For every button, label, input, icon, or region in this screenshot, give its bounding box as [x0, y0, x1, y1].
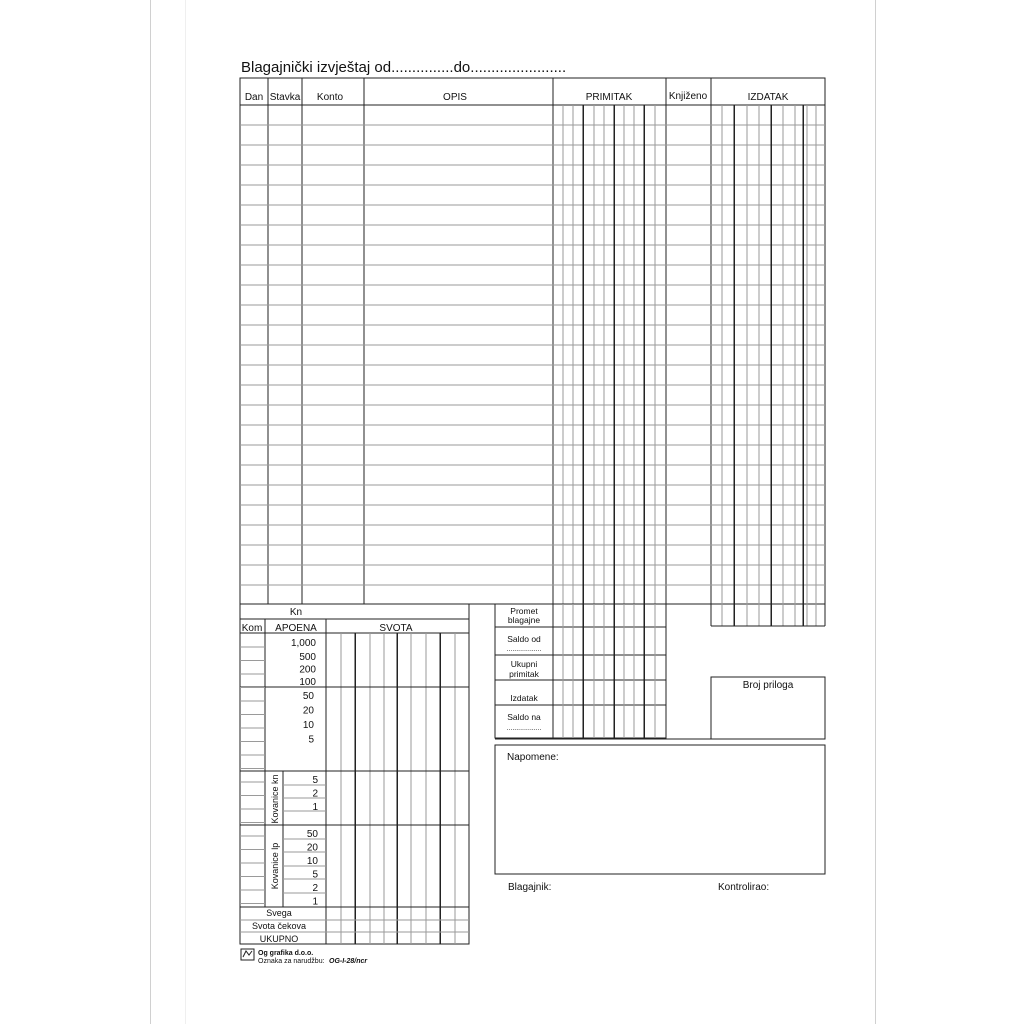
summary-ukupni-line1: Ukupni	[510, 659, 538, 669]
napomene-box	[495, 745, 825, 874]
summary-ukupni-line2: primitak	[509, 669, 539, 679]
kontrolirao-label: Kontrolirao:	[718, 882, 770, 893]
blagajnik-label: Blagajnik:	[508, 882, 552, 893]
summary-saldo-od-dots: ..................	[506, 646, 542, 653]
lp-value: 50	[306, 829, 318, 840]
lp-value: 2	[312, 883, 318, 894]
notes-value: 100	[299, 677, 316, 688]
summary-saldo-na-dots: ..................	[506, 725, 542, 732]
header-opis: OPIS	[443, 92, 467, 103]
notes-value: 500	[299, 652, 316, 663]
kn-value: 1	[312, 802, 318, 813]
summary-promet-line2: blagajne	[507, 615, 541, 625]
form-title: Blagajnički izvještaj od...............do.......................	[241, 59, 567, 76]
summary-saldo-od: Saldo od	[507, 634, 541, 644]
lp-value: 20	[306, 842, 318, 854]
notes-value: 200	[299, 664, 316, 676]
notes-value: 20	[302, 705, 314, 717]
publisher-logo	[241, 949, 254, 960]
header-izdatak: IZDATAK	[747, 92, 789, 103]
notes-value: 10	[302, 720, 314, 731]
banknote-denominations	[291, 638, 316, 746]
summary-promet-line1: Promet	[510, 606, 538, 616]
row-svota-cekova: Svota čekova	[251, 921, 307, 931]
form-grid	[240, 78, 825, 944]
header-svota: SVOTA	[379, 623, 413, 634]
coin-kn-denominations	[312, 775, 318, 813]
broj-priloga-label: Broj priloga	[742, 680, 794, 691]
kn-value: 5	[312, 775, 318, 786]
header-stavka: Stavka	[269, 92, 301, 103]
lp-value: 10	[306, 856, 318, 867]
summary-saldo-na: Saldo na	[507, 712, 541, 722]
napomene-label: Napomene:	[507, 752, 559, 763]
header-primitak: PRIMITAK	[585, 92, 633, 103]
header-kom: Kom	[241, 623, 263, 634]
header-knjizeno: Knjiženo	[668, 91, 708, 102]
kovanice-kn-label: Kovanice kn	[270, 774, 280, 824]
lp-value: 1	[312, 896, 318, 908]
row-ukupno: UKUPNO	[259, 934, 299, 944]
summary-izdatak: Izdatak	[510, 693, 538, 703]
publisher-company: Og grafika d.o.o.	[258, 950, 314, 957]
order-label: Oznaka za narudžbu:	[258, 958, 325, 965]
header-dan: Dan	[244, 92, 264, 103]
notes-value: 50	[302, 691, 314, 702]
kn-value: 2	[312, 788, 318, 800]
notes-value: 1,000	[290, 638, 316, 649]
header-apoena: APOENA	[275, 623, 317, 634]
kovanice-lp-label: Kovanice lp	[270, 842, 280, 890]
lp-value: 5	[312, 869, 318, 881]
order-code: OG-I-28/ncr	[329, 958, 368, 965]
header-konto: Konto	[316, 92, 344, 103]
coin-lp-denominations	[307, 829, 319, 908]
denomination-currency: Kn	[289, 607, 303, 618]
row-svega: Svega	[266, 908, 292, 918]
notes-value: 5	[308, 734, 314, 746]
